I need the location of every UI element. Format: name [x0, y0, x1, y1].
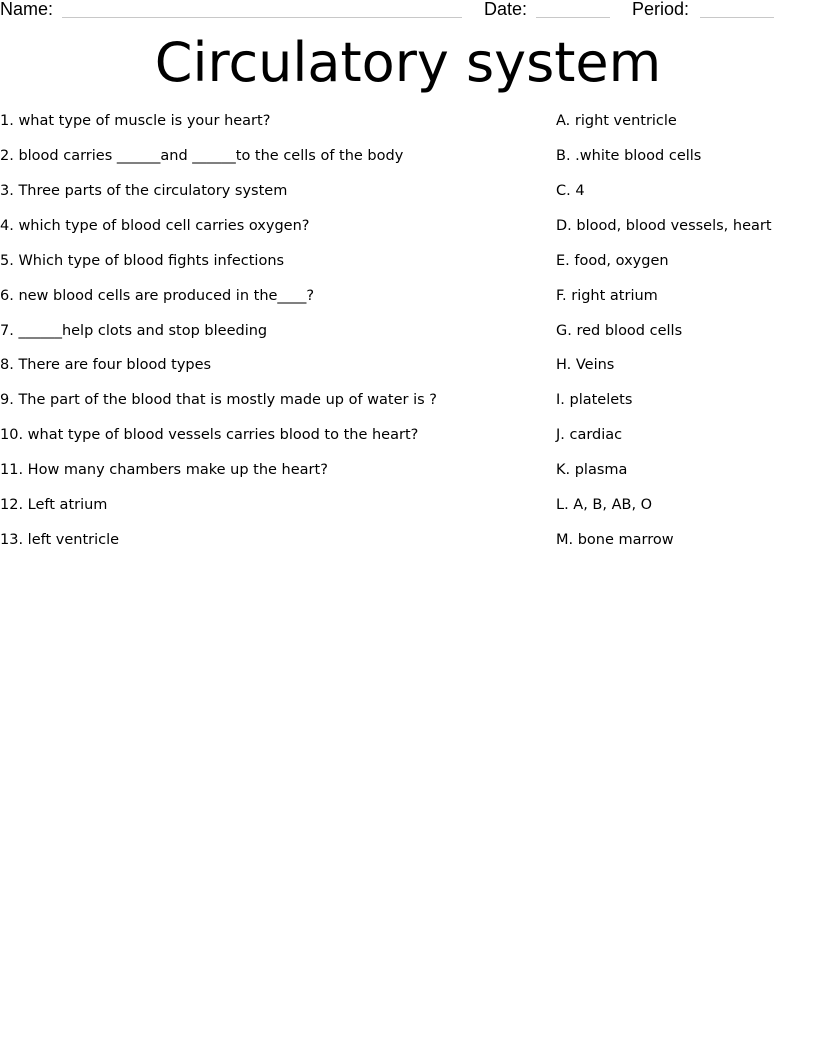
name-blank-line[interactable]	[62, 17, 462, 18]
answer-item: H. Veins	[556, 357, 615, 373]
period-blank-line[interactable]	[700, 17, 774, 18]
question-item: 13. left ventricle	[0, 532, 120, 548]
question-item: 4. which type of blood cell carries oxygen?	[0, 218, 310, 234]
answer-item: L. A, B, AB, O	[556, 497, 653, 513]
question-item: 7. ______help clots and stop bleeding	[0, 323, 268, 339]
answer-item: M. bone marrow	[556, 532, 674, 548]
question-item: 10. what type of blood vessels carries blood to the heart?	[0, 427, 419, 443]
question-item: 8. There are four blood types	[0, 357, 212, 373]
answer-item: J. cardiac	[556, 427, 623, 443]
question-item: 3. Three parts of the circulatory system	[0, 183, 288, 199]
answer-item: I. platelets	[556, 392, 633, 408]
period-label: Period:	[632, 0, 690, 19]
page-title: Circulatory system	[154, 31, 662, 94]
answer-item: C. 4	[556, 183, 585, 199]
answer-item: K. plasma	[556, 462, 628, 478]
question-item: 6. new blood cells are produced in the____?	[0, 288, 315, 304]
date-blank-line[interactable]	[536, 17, 610, 18]
answer-item: G. red blood cells	[556, 323, 683, 339]
answer-item: F. right atrium	[556, 288, 658, 304]
answer-item: E. food, oxygen	[556, 253, 669, 269]
worksheet-header	[0, 0, 816, 24]
question-item: 11. How many chambers make up the heart?	[0, 462, 328, 478]
question-item: 12. Left atrium	[0, 497, 108, 513]
date-label: Date:	[484, 0, 528, 19]
question-item: 1. what type of muscle is your heart?	[0, 113, 271, 129]
question-item: 2. blood carries ______and ______to the cells of the body	[0, 148, 404, 164]
name-label: Name:	[0, 0, 54, 19]
answer-item: D. blood, blood vessels, heart	[556, 218, 772, 234]
question-item: 9. The part of the blood that is mostly made up of water is ?	[0, 392, 437, 408]
answer-item: A. right ventricle	[556, 113, 677, 129]
question-item: 5. Which type of blood fights infections	[0, 253, 285, 269]
answer-item: B. .white blood cells	[556, 148, 702, 164]
